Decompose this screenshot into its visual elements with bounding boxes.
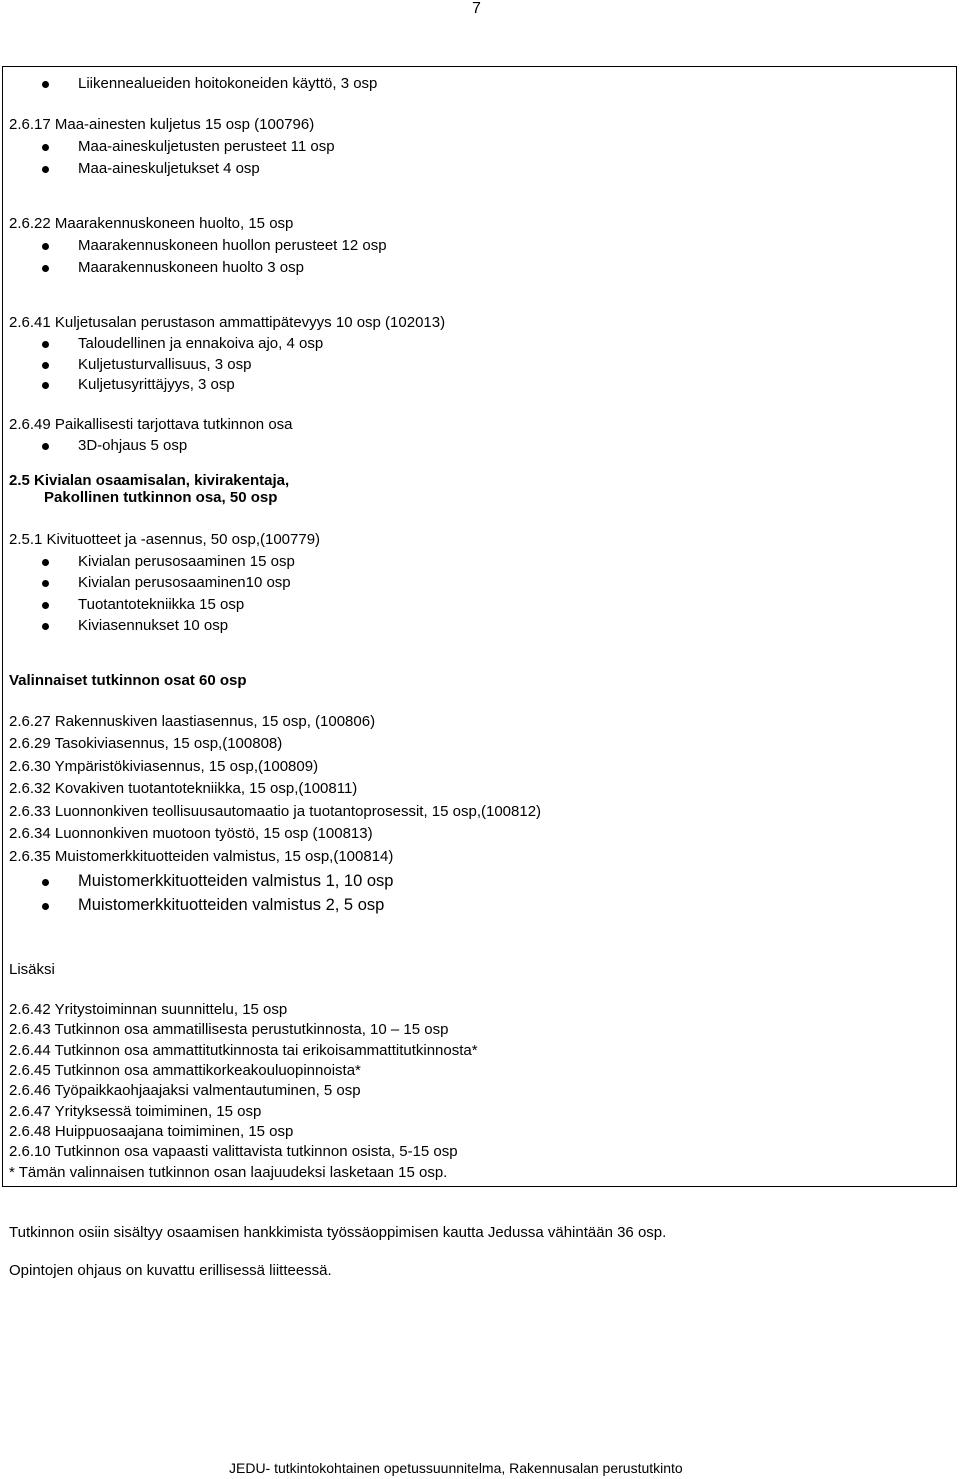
section-heading: Valinnaiset tutkinnon osat 60 osp <box>9 672 247 689</box>
bullet-icon <box>42 265 49 272</box>
list-line: 2.6.49 Paikallisesti tarjottava tutkinnon osa <box>9 416 293 433</box>
list-line: 2.6.42 Yritystoiminnan suunnittelu, 15 osp <box>9 1001 288 1018</box>
bullet-item: Liikennealueiden hoitokoneiden käyttö, 3 osp <box>78 75 378 92</box>
bullet-item: Kiviasennukset 10 osp <box>78 617 229 634</box>
bullet-icon <box>42 443 49 450</box>
bullet-item: Kuljetusyrittäjyys, 3 osp <box>78 376 235 393</box>
list-line: 2.6.35 Muistomerkkituotteiden valmistus, 15 osp,(100814) <box>9 848 394 865</box>
list-line: 2.6.33 Luonnonkiven teollisuusautomaatio ja tuotantoprosessit, 15 osp,(100812) <box>9 803 542 820</box>
bullet-icon <box>42 602 49 609</box>
bullet-item: 3D-ohjaus 5 osp <box>78 437 188 454</box>
page-footer: JEDU- tutkintokohtainen opetussuunnitelma, Rakennusalan perustutkinto <box>229 1460 683 1476</box>
list-line: 2.6.32 Kovakiven tuotantotekniikka, 15 osp,(100811) <box>9 780 358 797</box>
list-line: 2.6.29 Tasokiviasennus, 15 osp,(100808) <box>9 735 283 752</box>
bullet-icon <box>42 879 49 886</box>
paragraph-guidance: Opintojen ohjaus on kuvattu erillisessä liitteessä. <box>9 1262 332 1279</box>
bullet-icon <box>42 243 49 250</box>
list-line: 2.6.48 Huippuosaajana toimiminen, 15 osp <box>9 1123 294 1140</box>
bullet-item: Kivialan perusosaaminen10 osp <box>78 574 291 591</box>
bullet-item: Kivialan perusosaaminen 15 osp <box>78 553 295 570</box>
section-heading: Pakollinen tutkinnon osa, 50 osp <box>44 489 278 506</box>
list-line: 2.6.27 Rakennuskiven laastiasennus, 15 osp, (100806) <box>9 713 376 730</box>
bullet-icon <box>42 166 49 173</box>
page-number: 7 <box>472 0 481 17</box>
bullet-item: Muistomerkkituotteiden valmistus 1, 10 osp <box>78 872 394 890</box>
list-line: Lisäksi <box>9 961 55 978</box>
list-line: * Tämän valinnaisen tutkinnon osan laajuudeksi lasketaan 15 osp. <box>9 1164 448 1181</box>
bullet-item: Muistomerkkituotteiden valmistus 2, 5 osp <box>78 896 385 914</box>
paragraph-work-learning: Tutkinnon osiin sisältyy osaamisen hankkimista työssäoppimisen kautta Jedussa vähintään 36 osp. <box>9 1224 667 1241</box>
bullet-item: Tuotantotekniikka 15 osp <box>78 596 245 613</box>
list-line: 2.6.44 Tutkinnon osa ammattitutkinnosta tai erikoisammattitutkinnosta* <box>9 1042 478 1059</box>
bullet-icon <box>42 144 49 151</box>
bullet-icon <box>42 623 49 630</box>
list-line: 2.6.46 Työpaikkaohjaajaksi valmentautuminen, 5 osp <box>9 1082 361 1099</box>
bullet-icon <box>42 81 49 88</box>
bullet-icon <box>42 580 49 587</box>
bullet-item: Taloudellinen ja ennakoiva ajo, 4 osp <box>78 335 324 352</box>
bullet-icon <box>42 341 49 348</box>
list-line: 2.6.34 Luonnonkiven muotoon työstö, 15 osp (100813) <box>9 825 373 842</box>
list-line: 2.5.1 Kivituotteet ja -asennus, 50 osp,(100779) <box>9 531 321 548</box>
bullet-icon <box>42 362 49 369</box>
bullet-item: Kuljetusturvallisuus, 3 osp <box>78 356 252 373</box>
bullet-item: Maa-aineskuljetusten perusteet 11 osp <box>78 138 335 155</box>
section-heading: 2.5 Kivialan osaamisalan, kivirakentaja, <box>9 472 290 489</box>
list-line: 2.6.17 Maa-ainesten kuljetus 15 osp (100796) <box>9 116 315 133</box>
list-line: 2.6.10 Tutkinnon osa vapaasti valittavista tutkinnon osista, 5-15 osp <box>9 1143 458 1160</box>
bullet-icon <box>42 903 49 910</box>
bullet-item: Maa-aineskuljetukset 4 osp <box>78 160 260 177</box>
bullet-icon <box>42 382 49 389</box>
bullet-item: Maarakennuskoneen huollon perusteet 12 osp <box>78 237 387 254</box>
list-line: 2.6.47 Yrityksessä toimiminen, 15 osp <box>9 1103 262 1120</box>
list-line: 2.6.22 Maarakennuskoneen huolto, 15 osp <box>9 215 294 232</box>
list-line: 2.6.43 Tutkinnon osa ammatillisesta perustutkinnosta, 10 – 15 osp <box>9 1021 449 1038</box>
bullet-item: Maarakennuskoneen huolto 3 osp <box>78 259 304 276</box>
list-line: 2.6.45 Tutkinnon osa ammattikorkeakouluopinnoista* <box>9 1062 361 1079</box>
list-line: 2.6.41 Kuljetusalan perustason ammattipätevyys 10 osp (102013) <box>9 314 446 331</box>
bullet-icon <box>42 559 49 566</box>
list-line: 2.6.30 Ympäristökiviasennus, 15 osp,(100809) <box>9 758 319 775</box>
